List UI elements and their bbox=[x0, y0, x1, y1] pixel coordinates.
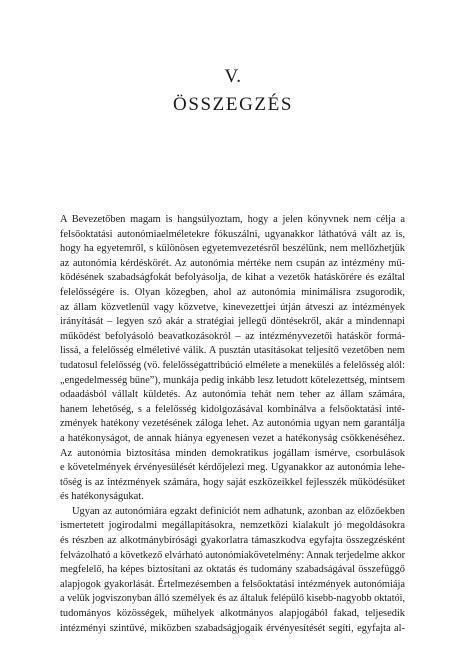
text-line: és részben az alkotmánybírósági gyakorlatra támaszkodva egyfajta összegzésként bbox=[60, 535, 405, 547]
text-line: alapjogok gyakorlását. Értelmezésemben a felsőoktatási intézmények autonómiája bbox=[60, 578, 405, 590]
text-line: irányítását – legyen szó akár a stratégiai jellegű döntésekről, akár a mindennapi bbox=[60, 316, 405, 328]
text-line: zmények hatékony vezetésének záloga lehet. Az autonómia ugyan nem garantálja bbox=[60, 418, 405, 430]
text-line: odaadásból vállalt küldetés. Az autonómia tehát nem teher az állam számára, bbox=[60, 389, 405, 401]
paragraph-2 bbox=[60, 505, 405, 636]
text-line: hogy ha egyetemről, s különösen egyetemvezetésről beszélünk, nem mellőzhetjük bbox=[60, 243, 405, 255]
body-text bbox=[60, 213, 405, 636]
text-line: „engedelmesség bűne”), munkája pedig inkább lesz letudott kötelezettség, mintsem bbox=[60, 374, 405, 386]
text-line: tudományos közösségek, műhelyek alkotmányos alapjogából fakad, teljesedik bbox=[60, 608, 405, 620]
text-line: A Bevezetőben magam is hangsúlyoztam, hogy a jelen könyvnek nem célja a bbox=[60, 214, 405, 225]
text-line: ködésének szabadságfokát befolyásolja, de kihat a vezetők hatáskörére és ezáltal bbox=[60, 272, 405, 284]
text-line: hanem lehetőség, s a felelősség kidolgozásával kombinálva a felsőoktatási inté- bbox=[60, 403, 405, 415]
text-line: tőség is az intézmények számára, hogy saját eszközeikkel fejlesszék működésüket bbox=[60, 476, 405, 488]
text-line: az állam közvetlenül vagy közvetve, kinevezettjei útján átveszi az intézmények bbox=[60, 301, 405, 313]
text-line: a hatékonyságot, de annak hiánya egyenesen vezet a hatékonyság csökkenéséhez. bbox=[60, 432, 405, 444]
text-line: lissá, a felelősség elméletivé válik. A pusztán utasításokat teljesítő vezetőben nem bbox=[60, 345, 405, 357]
text-line: felvázolható a következő elvárható autonómiakövetelmény: Annak terjedelme akkor bbox=[60, 549, 405, 561]
text-line: az autonómia kérdéskörét. Az autonómia mértéke nem csupán az intézmény mű- bbox=[60, 257, 405, 269]
text-line: tudatosul felelősség (vö. felelősségattribúció elmélete a menekülés a felelősség alól: bbox=[60, 359, 405, 371]
text-line: Ugyan az autonómiára egzakt definíciót nem adhatunk, azonban az előzőekben bbox=[72, 505, 405, 517]
text-line: felsőoktatási autonómiaelméletekre fókuszálni, ugyanakkor láthatóvá vált az is, bbox=[60, 228, 405, 240]
chapter-title: ÖSSZEGZÉS bbox=[173, 94, 293, 115]
paragraph-1 bbox=[60, 213, 405, 505]
text-line: Az autonómia biztosítása minden demokratikus jogállam ismérve, csorbulások bbox=[60, 447, 405, 459]
text-line: ismertetett jogirodalmi megállapításokra, nemzetközi kialakult jó megoldásokra bbox=[60, 520, 405, 532]
chapter-number: V. bbox=[224, 66, 242, 87]
text-line: és hatékonyságukat. bbox=[60, 491, 144, 503]
text-line: működést befolyásoló beavatkozásokról – az intézményvezetői hatáskör formá- bbox=[60, 330, 405, 342]
text-line: megfelelő, ha képes biztosítani az oktatás és tudomány szabadságával összefüggő bbox=[60, 564, 405, 576]
text-line: felelősségére is. Olyan közegben, ahol az autonómia minimálisra zsugorodik, bbox=[60, 286, 405, 298]
text-line: e követelmények érvényesülését kérdőjelezi meg. Ugyanakkor az autonómia lehe- bbox=[60, 462, 405, 474]
text-line: intézményi szintűvé, miközben szabadságjogaik érvényesítését segíti, egyfajta al- bbox=[60, 622, 405, 634]
text-line: a velük jogviszonyban álló személyek és az általuk felépülő kisebb-nagyobb oktatói, bbox=[60, 593, 405, 605]
